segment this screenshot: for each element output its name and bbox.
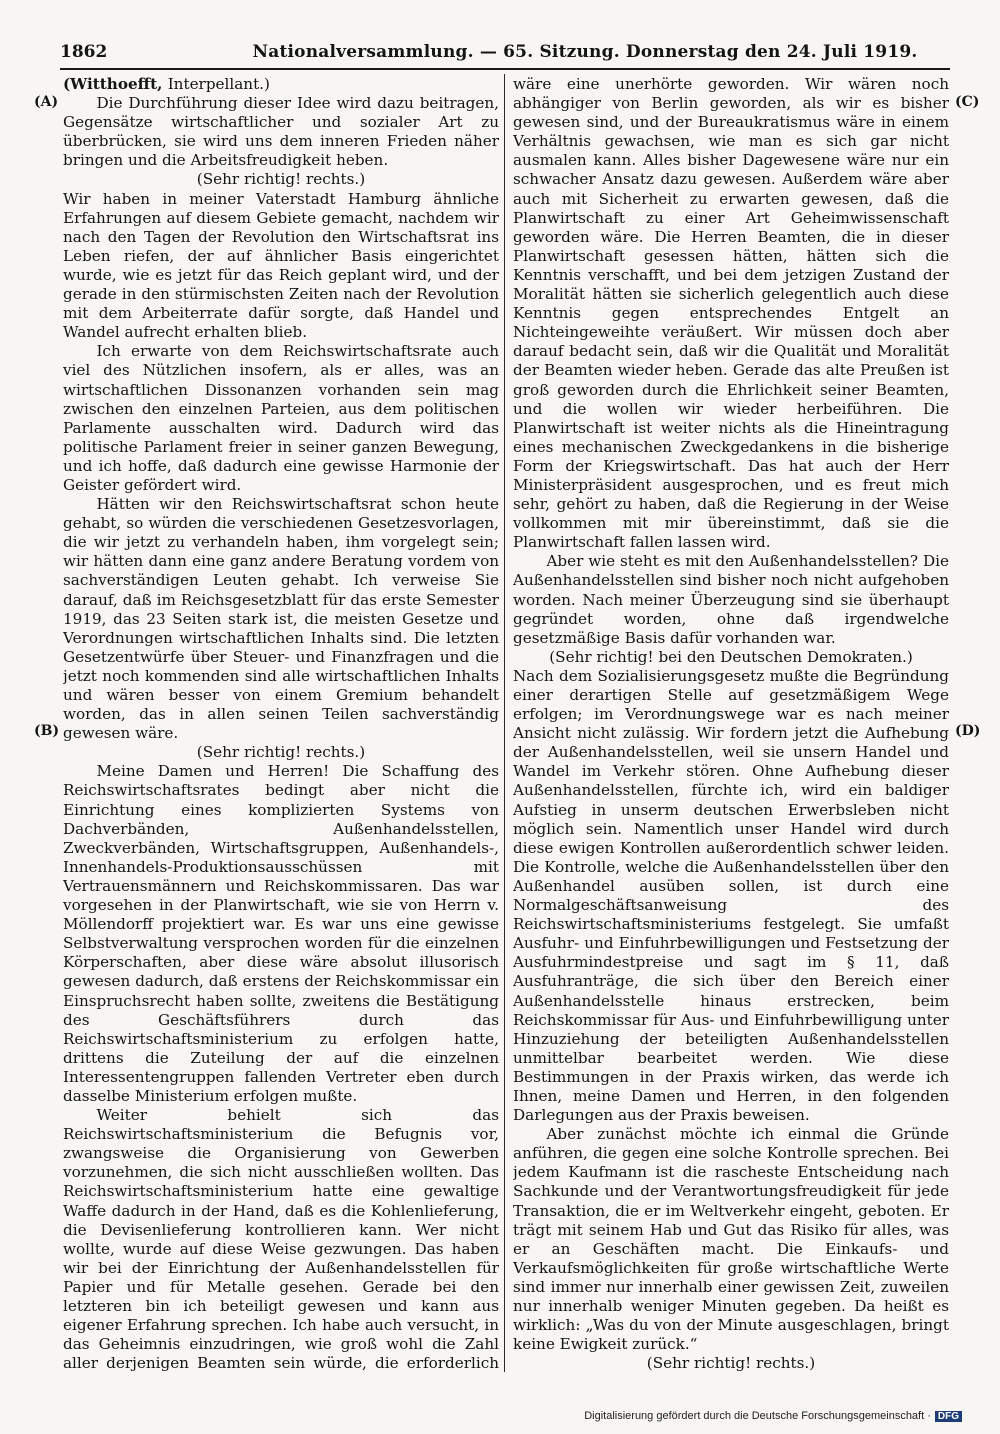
header-rule <box>60 68 950 70</box>
column-divider <box>504 74 505 1372</box>
running-title: Nationalversammlung. — 65. Sitzung. Donnerstag den 24. Juli 1919. <box>252 42 918 62</box>
margin-mark-d: (D) <box>955 723 981 739</box>
paragraph: Weiter behielt sich das Reichswirtschaftsministerium die Befugnis vor, zwangsweise die Organisierung von Gewerben vorzunehmen, die sich nicht ausschließen wollten. Das Reichswirtschaftsministerium hatte eine gewaltige Waffe dadurch in der Hand, daß es die Kohlenlieferung, die Devisenlieferung kontrollieren kann. Wer nicht wollte, wurde auf diese Weise gezwungen. Das haben wir bei der Einrichtung der Außenhandelsstellen für Papier und für Metalle gesehen. Gerade bei den letzteren bin ich beteiligt gewesen und kann aus eigener Erfahrung sprechen. Ich habe auch versucht, in das Geheimnis einzudringen, wie groß wohl die Zahl aller derjenigen Beamten sein würde, die erforderlich <box>63 1106 499 1373</box>
paragraph: wäre eine unerhörte geworden. Wir wären noch abhängiger von Berlin geworden, als wir es bisher gewesen sind, und der Bureaukratismus wäre in einem Verhältnis gewachsen, wie man es sich gar nicht ausmalen kann. Alles bisher Dagewesene wäre nur ein schwacher Ansatz dazu gewesen. Außerdem wäre aber auch mit Sicherheit zu erwarten gewesen, daß die Planwirtschaft zu einer Art Geheimwissenschaft geworden wäre. Die Herren Beamten, die in dieser Planwirtschaft gesessen hätten, hätten sich die Kenntnis verschafft, und bei dem jetzigen Zustand der Moralität hätten sie sicherlich gelegentlich auch diese Kenntnis gegen entsprechendes Entgelt an Nichteingeweihte veräußert. Wir müssen doch aber darauf bedacht sein, daß wir die Qualität und Moralität der Beamten wieder heben. Gerade das alte Preußen ist groß geworden durch die Ehrlichkeit seiner Beamten, und die wollen wir wieder herbeiführen. Die Planwirtschaft ist weiter nichts als die Hineintragung eines mechanischen Zweckgedankens in die bisherige Form der Kriegswirtschaft. Das hat auch der Herr Ministerpräsident ausgesprochen, und es freut mich sehr, gehört zu haben, daß die Regierung in der Weise vollkommen mit mir übereinstimmt, daß sie die Planwirtschaft fallen lassen wird. <box>513 75 949 552</box>
margin-mark-b: (B) <box>34 723 60 739</box>
dfg-logo: DFG <box>935 1411 962 1422</box>
paragraph: Aber wie steht es mit den Außenhandelsstellen? Die Außenhandelsstellen sind bisher noch nicht aufgehoben worden. Nach meiner Überzeugung sind sie überhaupt gegründet worden, ohne daß irgendwelche gesetzmäßige Basis dafür vorhanden war. <box>513 552 949 647</box>
paragraph: Wir haben in meiner Vaterstadt Hamburg ähnliche Erfahrungen auf diesem Gebiete gemacht, nachdem wir nach den Tagen der Revolution den Wirtschaftsrat ins Leben riefen, der auf ähnlicher Basis eingerichtet wurde, wie es jetzt für das Reich geplant wird, und der gerade in den stürmischsten Zeiten nach der Revolution mit dem Arbeiterrate dafür sorgte, daß Handel und Wandel aufrecht erhalten blieb. <box>63 189 499 342</box>
paragraph: Meine Damen und Herren! Die Schaffung des Reichswirtschaftsrates bedingt aber nicht die Einrichtung eines komplizierten Systems von Dachverbänden, Außenhandelsstellen, Zweckverbänden, Wirtschaftsgruppen, Außenhandels-, Innenhandels-Produktionsausschüssen mit Vertrauensmännern und Reichskommissaren. Das war vorgesehen in der Planwirtschaft, wie sie von Herrn v. Möllendorff projektiert war. Es war uns eine gewisse Selbstverwaltung versprochen worden für die einzelnen Körperschaften, aber diese wäre absolut illusorisch gewesen dadurch, daß erstens der Reichskommissar ein Einspruchsrecht haben sollte, zweitens die Bestätigung des Geschäftsführers durch das Reichswirtschaftsministerium zu erfolgen hatte, drittens die Zuteilung der auf die einzelnen Interessentengruppen fallenden Vertreter eben durch dasselbe Ministerium erfolgen mußte. <box>63 762 499 1105</box>
paragraph: Hätten wir den Reichswirtschaftsrat schon heute gehabt, so würden die verschiedenen Gesetzesvorlagen, die wir jetzt zu verhandeln haben, ihm vorgelegt sein; wir hätten dann eine ganz andere Beratung vordem von sachverständigen Leuten gehabt. Ich verweise Sie darauf, daß im Reichsgesetzblatt für das erste Semester 1919, das 23 Seiten stark ist, die meisten Gesetze und Verordnungen wirtschaftlichen Inhalts sind. Die letzten Gesetzentwürfe über Steuer- und Finanzfragen und die jetzt noch kommenden sind alle wirtschaftlichen Inhalts und wären besser von einem Gremium behandelt worden, das in allen seinen Teilen sachverständig gewesen wäre. <box>63 495 499 743</box>
footer-text: Digitalisierung gefördert durch die Deutsche Forschungsgemeinschaft · <box>584 1410 931 1422</box>
page-number: 1862 <box>60 42 108 62</box>
margin-mark-c: (C) <box>955 94 980 110</box>
speaker-name: (Witthoefft, <box>63 75 163 93</box>
speaker-line <box>63 75 499 94</box>
footer-credit <box>584 1410 962 1422</box>
margin-mark-a: (A) <box>34 94 59 110</box>
left-column <box>63 75 499 1375</box>
paragraph: Nach dem Sozialisierungsgesetz mußte die Begründung einer derartigen Stelle auf gesetzmäßigem Wege erfolgen; im Verordnungswege war es nach meiner Ansicht nicht zulässig. Wir fordern jetzt die Aufhebung der Außenhandelsstellen, weil sie unsern Handel und Wandel im Verkehr stören. Ohne Aufhebung dieser Außenhandelsstellen, fürchte ich, wird ein baldiger Aufstieg in unserm deutschen Erwerbsleben nicht möglich sein. Namentlich unser Handel wird durch diese ewigen Kontrollen außerordentlich schwer leiden. Die Kontrolle, welche die Außenhandelsstellen über den Außenhandel ausüben sollen, ist durch eine Normalgeschäftsanweisung des Reichswirtschaftsministeriums festgelegt. Sie umfaßt Ausfuhr- und Einfuhrbewilligungen und Festsetzung der Ausfuhrmindestpreise und sagt im § 11, daß Ausfuhranträge, die sich über den Bereich einer Außenhandelsstelle hinaus erstrecken, beim Reichskommissar für Aus- und Einfuhrbewilligung unter Hinzuziehung der beteiligten Außenhandelsstellen unmittelbar bearbeitet werden. Wie diese Bestimmungen in der Praxis wirken, das werde ich Ihnen, meine Damen und Herren, in den folgenden Darlegungen aus der Praxis beweisen. <box>513 666 949 1125</box>
interjection: (Sehr richtig! rechts.) <box>196 170 366 189</box>
paragraph <box>513 1373 949 1375</box>
page-header <box>60 42 940 66</box>
right-column <box>513 75 949 1375</box>
paragraph: Aber zunächst möchte ich einmal die Gründe anführen, die gegen eine solche Kontrolle sprechen. Bei jedem Kaufmann ist die rascheste Entscheidung nach Sachkunde und der Verantwortungsfreudigkeit für jede Transaktion, die er im Weltverkehr eingeht, geboten. Er trägt mit seinem Hab und Gut das Risiko für alles, was er an Geschäften macht. Die Einkaufs- und Verkaufsmöglichkeiten für große wirtschaftliche Werte sind immer nur innerhalb einer gewissen Zeit, zuweilen nur innerhalb weniger Minuten gegeben. Da heißt es wirklich: „Was du von der Minute ausgeschlagen, bringt keine Ewigkeit zurück.“ <box>513 1125 949 1354</box>
interjection: (Sehr richtig! bei den Deutschen Demokraten.) <box>549 647 913 666</box>
paragraph: Ich erwarte von dem Reichswirtschaftsrate auch viel des Nützlichen insofern, als er alles, was an wirtschaftlichen Dissonanzen vorhanden sein mag zwischen den einzelnen Parteien, aus dem politischen Parlamente ausschalten wird. Dadurch wird das politische Parlament freier in seiner ganzen Bewegung, und ich hoffe, daß dadurch eine gewisse Harmonie der Geister gefördert wird. <box>63 342 499 494</box>
paragraph: Die Durchführung dieser Idee wird dazu beitragen, Gegensätze wirtschaftlicher und sozialer Art zu überbrücken, sie wird uns dem inneren Frieden näher bringen und die Arbeitsfreudigkeit heben. <box>63 94 499 170</box>
interjection: (Sehr richtig! rechts.) <box>196 743 366 762</box>
interjection: (Sehr richtig! rechts.) <box>646 1354 816 1373</box>
speaker-role: Interpellant.) <box>167 75 270 93</box>
